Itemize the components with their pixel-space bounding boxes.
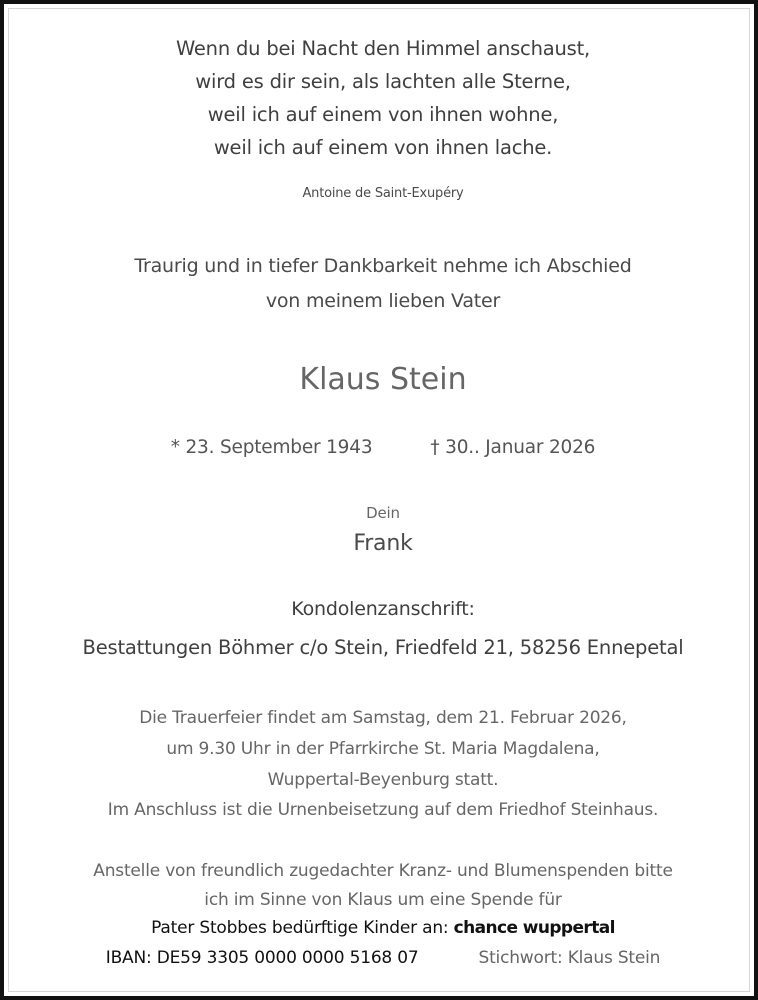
recipient-org: chance wuppertal — [453, 918, 615, 938]
intro-line-1: Traurig und in tiefer Dankbarkeit nehme ich Abschied — [134, 255, 632, 277]
donation-line-2: ich im Sinne von Klaus um eine Spende für — [204, 890, 562, 910]
poem-line-2: wird es dir sein, als lachten alle Sterne, — [195, 70, 571, 93]
condolence-address: Bestattungen Böhmer c/o Stein, Friedfeld 21, 58256 Ennepetal — [82, 636, 684, 659]
poem-line-3: weil ich auf einem von ihnen wohne, — [207, 103, 559, 126]
poem-line-4: weil ich auf einem von ihnen lache. — [213, 136, 553, 159]
intro-line-2: von meinem lieben Vater — [265, 290, 501, 312]
bank-details — [4, 948, 758, 968]
poem-author: Antoine de Saint-Exupéry — [302, 186, 464, 201]
signature-name: Frank — [353, 531, 413, 556]
poem-line-1: Wenn du bei Nacht den Himmel anschaust, — [175, 37, 591, 60]
donation-keyword: Stichwort: Klaus Stein — [478, 948, 661, 968]
donation-line-1: Anstelle von freundlich zugedachter Kranz- und Blumenspenden bitte — [93, 861, 673, 881]
recipient-prefix: Pater Stobbes bedürftige Kinder an: — [151, 918, 454, 938]
condolence-label: Kondolenzanschrift: — [291, 598, 475, 620]
birth-date: * 23. September 1943 — [170, 437, 373, 458]
death-date: † 30.. Januar 2026 — [430, 437, 596, 458]
donation-recipient — [4, 918, 758, 938]
life-dates — [4, 437, 758, 458]
iban: IBAN: DE59 3305 0000 0000 5168 07 — [105, 948, 419, 968]
service-line-2: um 9.30 Uhr in der Pfarrkirche St. Maria Magdalena, — [166, 739, 600, 759]
signature-prefix: Dein — [366, 504, 400, 522]
service-line-3: Wuppertal-Beyenburg statt. — [267, 770, 499, 790]
service-line-4: Im Anschluss ist die Urnenbeisetzung auf dem Friedhof Steinhaus. — [107, 800, 659, 820]
service-line-1: Die Trauerfeier findet am Samstag, dem 21. Februar 2026, — [139, 708, 627, 728]
deceased-name: Klaus Stein — [299, 362, 467, 397]
